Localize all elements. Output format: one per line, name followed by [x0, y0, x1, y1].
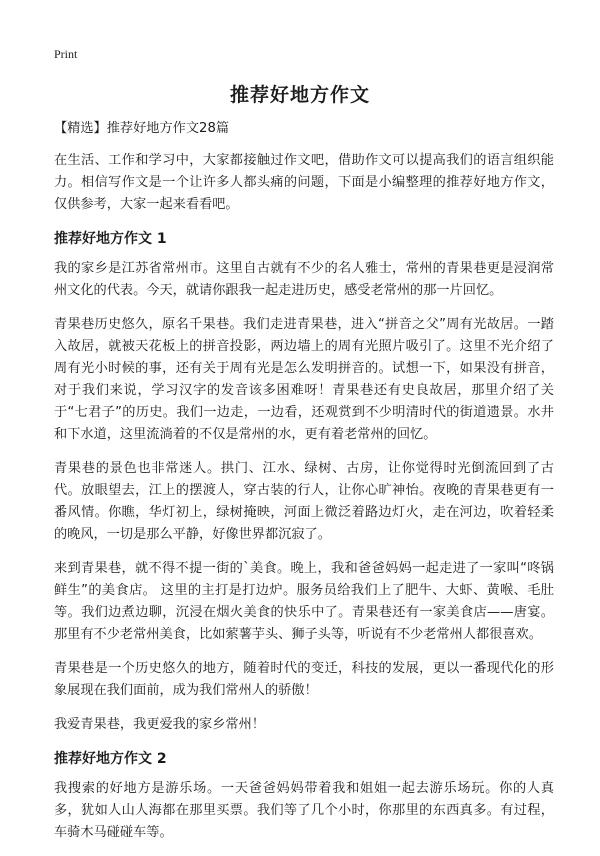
- paragraph: 我的家乡是江苏省常州市。这里自古就有不少的名人雅士，常州的青果巷更是浸润常州文化的代表。今天，就请你跟我一起走进历史，感受老常州的那一片回忆。: [54, 261, 554, 298]
- paragraph: 来到青果巷，就不得不提一街的`美食。晚上，我和爸爸妈妈一起走进了一家叫“咚锅鲜生”的美食店。 这里的主打是打边炉。服务员给我们上了肥牛、大虾、黄喉、毛肚等。我们边煮边聊，沉浸在烟火美食的快乐中了。青果巷还有一家美食店——唐宴。那里有不少老常州美食，比如萦薯芋头、狮子头等，听说有不少老常州人都很喜欢。: [54, 561, 554, 642]
- paragraph: 我爱青果巷，我更爱我的家乡常州！: [54, 717, 265, 732]
- paragraph: 我搜索的好地方是游乐场。一天爸爸妈妈带着我和姐姐一起去游乐场玩。你的人真多，犹如人山人海都在那里买票。我们等了几个小时，你那里的东西真多。有过程，车骑木马碰碰车等。: [54, 781, 554, 840]
- intro-paragraph: 在生活、工作和学习中，大家都接触过作文吧，借助作文可以提高我们的语言组织能力。相信写作文是一个让许多人都头痛的问题，下面是小编整理的推荐好地方作文，仅供参考，大家一起来看看吧。: [54, 153, 554, 212]
- section-heading: 推荐好地方作文 1: [54, 231, 167, 247]
- article-subtitle: 【精选】推荐好地方作文28篇: [54, 121, 230, 136]
- paragraph: 青果巷历史悠久，原名千果巷。我们走进青果巷，进入“拼音之父”周有光故居。一踏入故居，就被天花板上的拼音投影，两边墙上的周有光照片吸引了。这里不光介绍了周有光小时候的事，还有关于周有光是怎么发明拼音的。试想一下，如果没有拼音，对于我们来说，学习汉字的发音该多困难呀！青果巷还有史良故居，那里介绍了关于“七君子”的历史。我们一边走，一边看，还观赏到不少明清时代的街道遗景。水井和下水道，这里流淌着的不仅是常州的水，更有着老常州的回忆。: [54, 317, 554, 442]
- section-heading: 推荐好地方作文 2: [54, 751, 167, 767]
- article-body: [54, 118, 554, 856]
- paragraph: 青果巷是一个历史悠久的地方，随着时代的变迁，科技的发展，更以一番现代化的形象展现在我们面前，成为我们常州人的骄傲！: [54, 661, 554, 698]
- print-label: Print: [54, 47, 78, 61]
- page-title: 推荐好地方作文: [229, 84, 370, 106]
- paragraph: 青果巷的景色也非常迷人。拱门、江水、绿树、古房，让你觉得时光倒流回到了古代。放眼望去，江上的摆渡人，穿古装的行人，让你心旷神怡。夜晚的青果巷更有一番风情。你瞧，华灯初上，绿树掩映，河面上微泛着路边灯火，走在河边，吹着轻柔的晚风，一切是那么平静，好像世界都沉寂了。: [54, 461, 554, 542]
